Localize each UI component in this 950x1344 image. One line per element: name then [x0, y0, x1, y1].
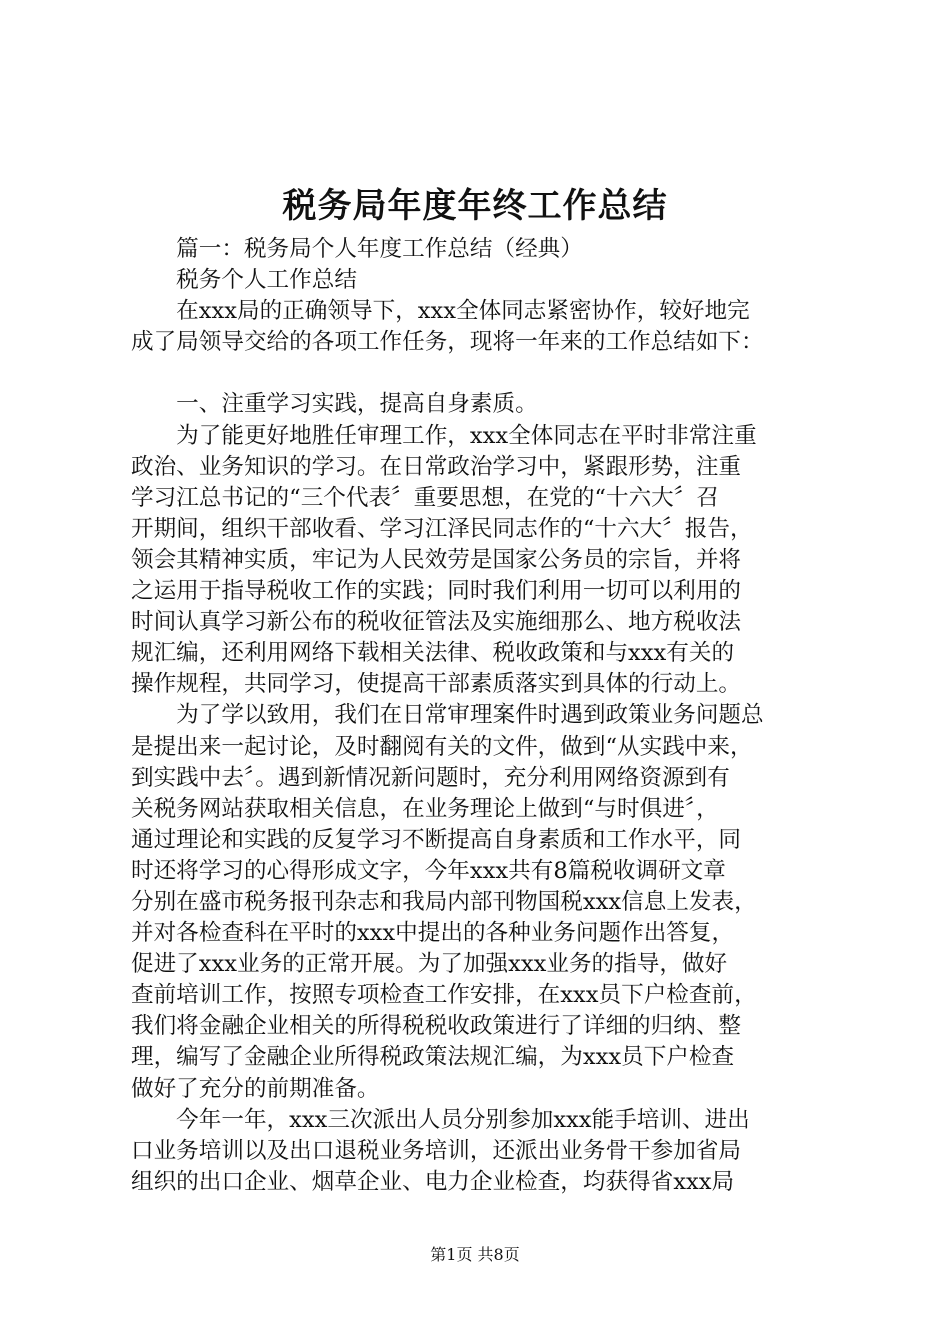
text-line: 学习江总书记的“三个代表〞重要思想，在党的“十六大〞召 [131, 484, 719, 511]
text-line: 领会其精神实质，牢记为人民效劳是国家公务员的宗旨，并将 [131, 546, 742, 573]
text-line: 是提出来一起讨论，及时翻阅有关的文件，做到“从实践中来， [131, 733, 753, 760]
blank-line [131, 358, 831, 389]
text-line: 时还将学习的心得形成文字，今年xxx共有8篇税收调研文章 [131, 857, 726, 884]
text-line: 并对各检查科在平时的xxx中提出的各种业务问题作出答复， [131, 920, 735, 947]
page-number-footer: 第1页 共8页 [430, 1245, 520, 1264]
text-line: 理，编写了金融企业所得税政策法规汇编，为xxx员下户检查 [131, 1044, 735, 1071]
text-line: 为了能更好地胜任审理工作，xxx全体同志在平时非常注重 [131, 422, 757, 449]
text-line: 一、注重学习实践，提高自身素质。 [131, 391, 538, 418]
text-line: 成了局领导交给的各项工作任务，现将一年来的工作总结如下： [131, 329, 764, 356]
text-line: 在xxx局的正确领导下，xxx全体同志紧密协作，较好地完 [131, 298, 750, 325]
text-line: 税务个人工作总结 [131, 267, 357, 294]
text-line: 政治、业务知识的学习。在日常政治学习中，紧跟形势，注重 [131, 453, 742, 480]
document-body [131, 234, 831, 1198]
text-line: 通过理论和实践的反复学习不断提高自身素质和工作水平，同 [131, 826, 742, 853]
text-line: 关税务网站获取相关信息，在业务理论上做到“与时俱进〞， [131, 795, 719, 822]
text-line: 促进了xxx业务的正常开展。为了加强xxx业务的指导，做好 [131, 951, 728, 978]
text-line: 时间认真学习新公布的税收征管法及实施细那么、地方税收法 [131, 609, 742, 636]
document-title: 税务局年度年终工作总结 [282, 186, 668, 226]
text-line: 为了学以致用，我们在日常审理案件时遇到政策业务问题总 [131, 702, 764, 729]
text-line: 分别在盛市税务报刊杂志和我局内部刊物国税xxx信息上发表， [131, 888, 757, 915]
text-line: 做好了充分的前期准备。 [131, 1075, 380, 1102]
text-line: 篇一：税务局个人年度工作总结（经典） [131, 236, 583, 262]
text-line: 口业务培训以及出口退税业务培训，还派出业务骨干参加省局 [131, 1137, 742, 1164]
text-line: 开期间，组织干部收看、学习江泽民同志作的“十六大〞报告， [131, 515, 753, 542]
text-line: 今年一年，xxx三次派出人员分别参加xxx能手培训、进出 [131, 1106, 750, 1133]
text-line: 我们将金融企业相关的所得税税收政策进行了详细的归纳、整 [131, 1013, 742, 1040]
text-line: 规汇编，还利用网络下载相关法律、税收政策和与xxx有关的 [131, 640, 735, 667]
text-line: 之运用于指导税收工作的实践；同时我们利用一切可以利用的 [131, 578, 742, 605]
text-line: 操作规程，共同学习，使提高干部素质落实到具体的行动上。 [131, 671, 742, 698]
text-line: 组织的出口企业、烟草企业、电力企业检查，均获得省xxx局 [131, 1168, 735, 1195]
text-line: 到实践中去〞。遇到新情况新问题时，充分利用网络资源到有 [131, 764, 730, 791]
text-line: 查前培训工作，按照专项检查工作安排，在xxx员下户检查前， [131, 982, 757, 1009]
